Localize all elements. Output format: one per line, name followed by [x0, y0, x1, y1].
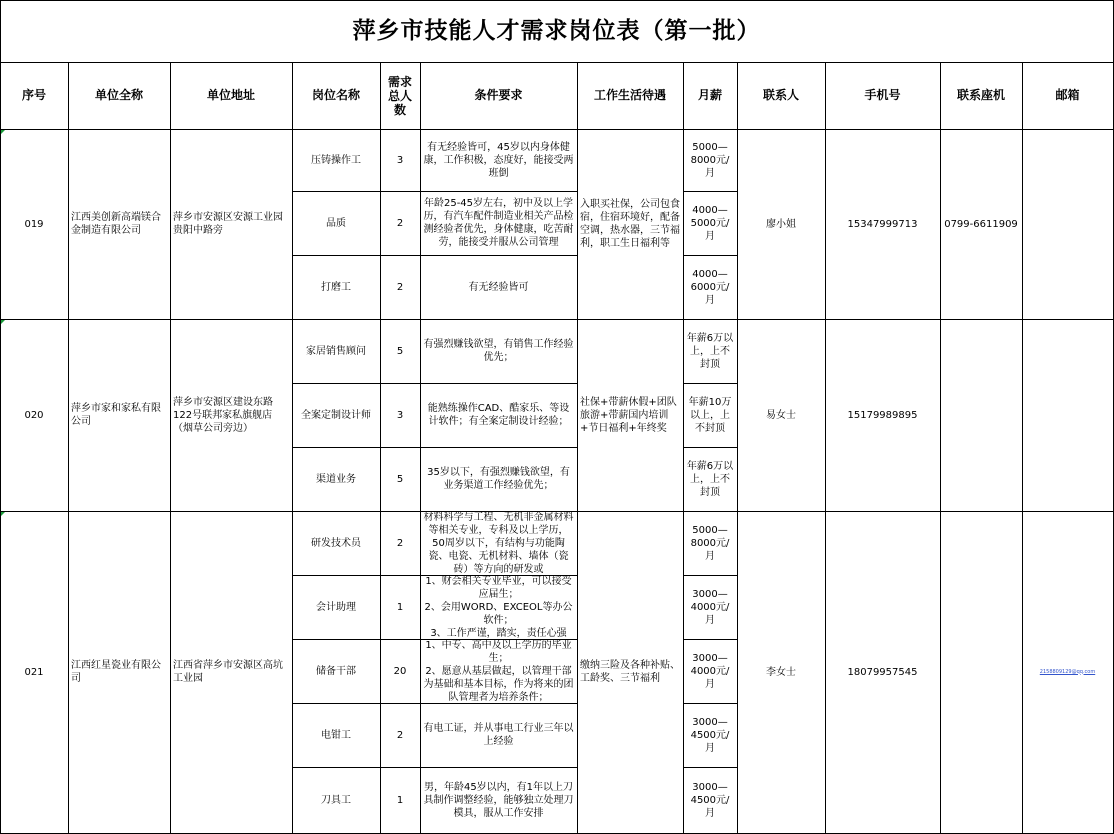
job-title-text: 会计助理 [316, 601, 356, 613]
job-title-text: 全案定制设计师 [301, 409, 371, 421]
job-salary [683, 511, 738, 576]
job-salary [683, 767, 738, 834]
job-title-text: 储备干部 [316, 665, 356, 677]
mobile-number-text: 18079957545 [847, 666, 918, 678]
job-title [292, 703, 381, 768]
job-salary-text: 3000—4000元/月 [690, 652, 730, 690]
header-job-title-text: 岗位名称 [311, 88, 360, 102]
job-salary-text: 年薪6万以上，上不封顶 [686, 460, 734, 498]
job-salary [683, 575, 738, 640]
header-count [380, 62, 421, 130]
header-requirements [420, 62, 578, 130]
job-count-text: 5 [396, 473, 404, 485]
job-requirements-text: 有强烈赚钱欲望，有销售工作经验优先； [423, 339, 574, 363]
job-count-text: 2 [396, 537, 404, 549]
contact-person-text: 易女士 [766, 409, 796, 421]
job-count [380, 447, 421, 512]
mobile-number [825, 129, 941, 320]
job-count-text: 1 [396, 794, 404, 806]
contact-person-text: 李女士 [766, 666, 796, 678]
job-requirements [420, 319, 578, 384]
job-requirements-text: 有无经验皆可 [468, 281, 529, 293]
job-title [292, 319, 381, 384]
job-count [380, 129, 421, 192]
job-salary-text: 年薪6万以上，上不封顶 [686, 332, 734, 370]
header-benefits-text: 工作生活待遇 [593, 88, 666, 102]
email-address [1022, 129, 1114, 320]
job-salary-text: 年薪10万以上，上不封顶 [688, 396, 732, 434]
contact-person [737, 129, 826, 320]
job-requirements [420, 703, 578, 768]
job-salary-text: 5000—8000元/月 [690, 141, 730, 179]
header-salary [683, 62, 738, 130]
company-no-text: 020 [24, 409, 44, 421]
header-contact-text: 联系人 [762, 88, 799, 102]
job-requirements-text: 有无经验皆可，45岁以内身体健康，工作积极，态度好，能接受两班倒 [423, 141, 574, 179]
contact-person [737, 511, 826, 834]
cell-comment-marker [1, 512, 5, 516]
header-count-text: 需求总人数 [388, 74, 413, 117]
company-benefits-text: 入职买社保，公司包食宿，住宿环境好，配备空调，热水器，三节福利，职工生日福利等 [580, 199, 680, 249]
company-no-text: 021 [24, 666, 44, 678]
job-requirements-text: 有电工证，并从事电工行业三年以上经验 [423, 723, 574, 747]
header-company-text: 单位全称 [94, 88, 143, 102]
job-salary-text: 3000—4500元/月 [690, 781, 730, 819]
job-salary [683, 383, 738, 448]
header-requirements-text: 条件要求 [474, 88, 523, 102]
company-name [68, 511, 171, 834]
job-count-text: 1 [396, 601, 404, 613]
job-title [292, 129, 381, 192]
page-title-text: 萍乡市技能人才需求岗位表（第一批） [352, 17, 761, 44]
job-title-text: 家居销售顾问 [306, 345, 366, 357]
company-address-text: 萍乡市安源区安源工业园贵阳中路旁 [173, 212, 283, 236]
job-title [292, 575, 381, 640]
email-address[interactable] [1022, 511, 1114, 834]
header-email [1022, 62, 1114, 130]
job-requirements [420, 191, 578, 256]
cell-comment-marker [1, 130, 5, 134]
company-no [0, 129, 69, 320]
job-salary-text: 4000—5000元/月 [690, 204, 730, 242]
job-count-text: 2 [396, 729, 404, 741]
job-title-text: 压铸操作工 [311, 154, 361, 166]
cell-comment-marker [1, 320, 5, 324]
company-address-text: 萍乡市安源区建设东路122号联邦家私旗舰店（烟草公司旁边） [173, 396, 273, 434]
mobile-number-text: 15347999713 [847, 218, 918, 230]
job-requirements-text: 能熟练操作CAD、酷家乐、等设计软件；有全案定制设计经验； [427, 403, 570, 427]
landline-number [940, 511, 1023, 834]
job-requirements-text: 35岁以下，有强烈赚钱欲望，有业务渠道工作经验优先； [427, 467, 570, 491]
company-name [68, 319, 171, 512]
header-phone [940, 62, 1023, 130]
company-address-text: 江西省萍乡市安源区高坑工业园 [173, 660, 283, 684]
job-title [292, 767, 381, 834]
landline-number [940, 129, 1023, 320]
header-job-title [292, 62, 381, 130]
job-count-text: 20 [393, 665, 407, 677]
header-company [68, 62, 171, 130]
job-title-text: 品质 [326, 217, 346, 229]
job-salary-text: 3000—4500元/月 [690, 716, 730, 754]
job-count-text: 5 [396, 345, 404, 357]
company-name-text: 江西美创新高端镁合金制造有限公司 [71, 212, 161, 236]
header-no-text: 序号 [21, 88, 46, 102]
mobile-number [825, 319, 941, 512]
job-count [380, 255, 421, 320]
job-salary-text: 4000—6000元/月 [690, 268, 730, 306]
job-salary [683, 447, 738, 512]
contact-person [737, 319, 826, 512]
job-count [380, 703, 421, 768]
job-title [292, 383, 381, 448]
job-title-text: 电钳工 [321, 729, 351, 741]
company-name-text: 江西红星瓷业有限公司 [71, 660, 161, 684]
job-requirements [420, 129, 578, 192]
job-salary [683, 191, 738, 256]
job-title-text: 渠道业务 [316, 473, 356, 485]
job-count [380, 191, 421, 256]
job-salary [683, 319, 738, 384]
contact-person-text: 廖小姐 [766, 218, 796, 230]
landline-number-text: 0799-6611909 [944, 218, 1018, 230]
mobile-number-text: 15179989895 [847, 409, 918, 421]
job-salary-text: 5000—8000元/月 [690, 524, 730, 562]
email-address-text: 2158809129@qq.com [1039, 668, 1096, 675]
mobile-number [825, 511, 941, 834]
job-count-text: 3 [396, 409, 404, 421]
job-title-text: 研发技术员 [311, 537, 361, 549]
company-no [0, 319, 69, 512]
company-address [170, 129, 293, 320]
job-count-text: 3 [396, 154, 404, 166]
header-no [0, 62, 69, 130]
job-requirements-text: 材料科学与工程、无机非金属材料等相关专业，专科及以上学历，50周岁以下，有结构与功能陶瓷、电瓷、无机材料、墙体（瓷砖）等方向的研发或 [423, 511, 574, 575]
job-requirements-text: 1、财会相关专业毕业，可以接受应届生； 2、会用WORD、EXCEOL等办公软件； 3、工作严谨，踏实，责任心强 [424, 575, 573, 639]
company-benefits [577, 129, 684, 320]
job-count [380, 575, 421, 640]
header-email-text: 邮箱 [1055, 88, 1080, 102]
header-address-text: 单位地址 [206, 88, 255, 102]
job-salary [683, 703, 738, 768]
header-phone-text: 联系座机 [956, 88, 1005, 102]
company-benefits [577, 511, 684, 834]
job-salary [683, 129, 738, 192]
header-mobile-text: 手机号 [864, 88, 901, 102]
company-benefits-text: 缴纳三险及各种补贴、工龄奖、三节福利 [580, 660, 680, 684]
job-salary [683, 639, 738, 704]
job-title-text: 刀具工 [321, 794, 351, 806]
header-address [170, 62, 293, 130]
job-title [292, 191, 381, 256]
company-address [170, 511, 293, 834]
company-name [68, 129, 171, 320]
job-title [292, 447, 381, 512]
header-contact [737, 62, 826, 130]
company-no [0, 511, 69, 834]
company-name-text: 萍乡市家和家私有限公司 [71, 403, 161, 427]
company-benefits-text: 社保+带薪休假+团队旅游+带薪国内培训+节日福利+年终奖 [580, 396, 677, 434]
job-requirements-text: 1、中专、高中及以上学历的毕业生； 2、愿意从基层做起，以管理干部为基础和基本目标，作为将来的团队管理者为培养条件； [423, 639, 574, 703]
email-address [1022, 319, 1114, 512]
job-count [380, 639, 421, 704]
job-requirements [420, 511, 578, 576]
job-requirements [420, 767, 578, 834]
job-requirements [420, 639, 578, 704]
job-count [380, 767, 421, 834]
job-salary-text: 3000—4000元/月 [690, 588, 730, 626]
job-count-text: 2 [396, 281, 404, 293]
job-requirements [420, 383, 578, 448]
company-benefits [577, 319, 684, 512]
job-salary [683, 255, 738, 320]
job-title-text: 打磨工 [321, 281, 351, 293]
job-requirements-text: 男，年龄45岁以内，有1年以上刀具制作调整经验，能够独立处理刀模具，服从工作安排 [423, 781, 574, 819]
job-title [292, 639, 381, 704]
job-requirements [420, 575, 578, 640]
header-mobile [825, 62, 941, 130]
job-count-text: 2 [396, 217, 404, 229]
page-title [0, 0, 1114, 63]
job-title [292, 255, 381, 320]
header-benefits [577, 62, 684, 130]
job-count [380, 383, 421, 448]
job-title [292, 511, 381, 576]
job-requirements [420, 447, 578, 512]
header-salary-text: 月薪 [697, 88, 722, 102]
job-count [380, 511, 421, 576]
company-address [170, 319, 293, 512]
job-requirements-text: 年龄25-45岁左右，初中及以上学历，有汽车配件制造业相关产品检测经验者优先，身体健康，吃苦耐劳，能接受并服从公司管理 [423, 198, 574, 248]
company-no-text: 019 [24, 218, 44, 230]
landline-number [940, 319, 1023, 512]
job-count [380, 319, 421, 384]
job-requirements [420, 255, 578, 320]
